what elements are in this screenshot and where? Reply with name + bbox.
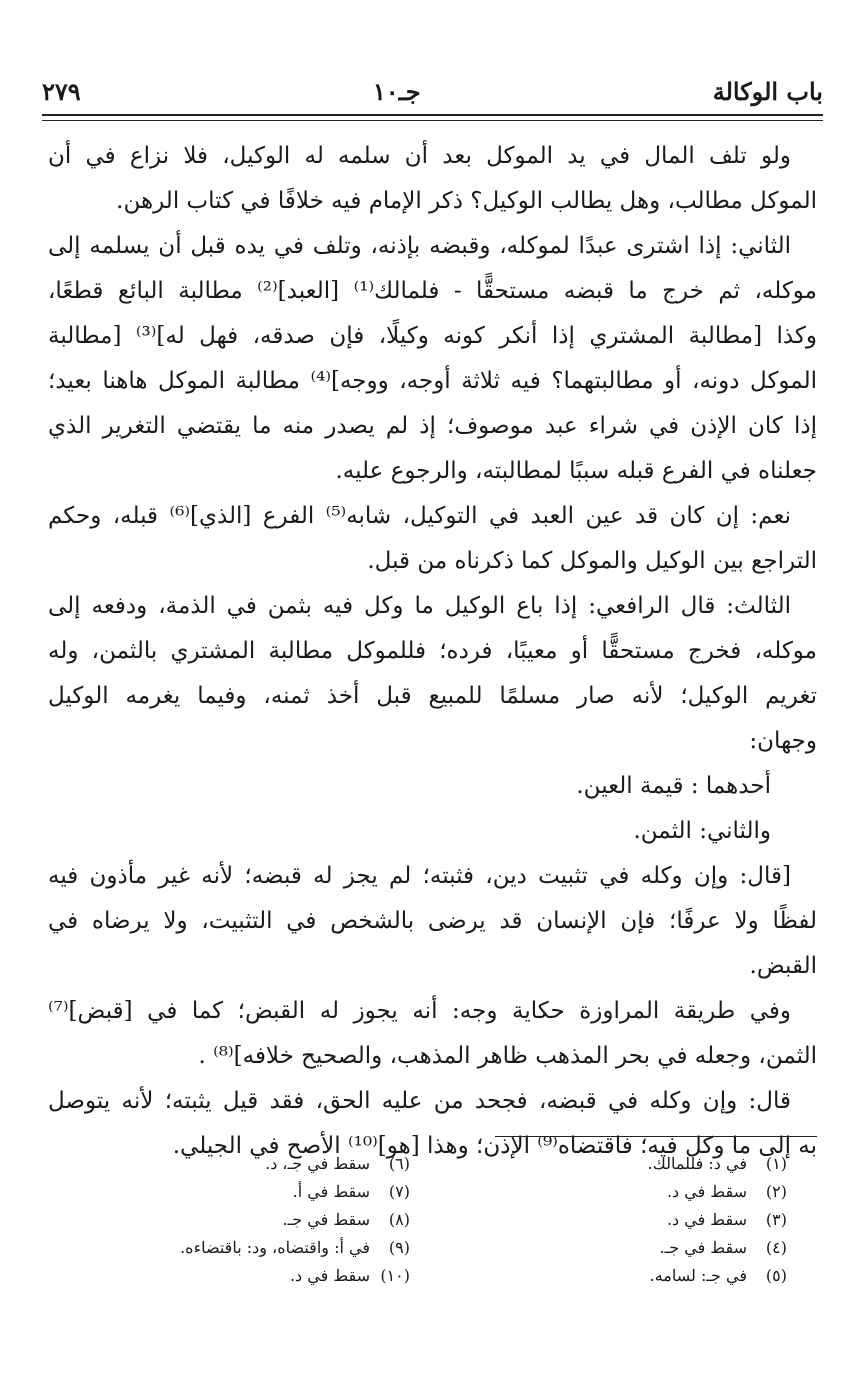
footnote-text: سقط في د. [666, 1210, 747, 1229]
text-line: موكله، ثم خرج ما قبضه مستحقًّا - فلمالك⁽¹⁾ [العبد]⁽²⁾ مطالبة البائع قطعًا، [48, 278, 817, 304]
footnote-text: في د: فللمالك. [647, 1154, 747, 1173]
text-line: الموكل دونه، أو مطالبتهما؟ فيه ثلاثة أوجه، ووجه]⁽⁴⁾ مطالبة الموكل هاهنا بعيد؛ [48, 368, 817, 394]
footnote [150, 1234, 410, 1262]
page-header [42, 66, 823, 106]
chapter-title: باب الوكالة [712, 77, 823, 106]
text-line: لفظًا ولا عرفًا؛ فإن الإنسان قد يرضى بالشخص في التثبيت، ولا يرضاه في [48, 908, 817, 934]
footnote-number: (٦) [388, 1154, 410, 1173]
footnote-number: (٣) [765, 1210, 787, 1229]
text-line: الثالث: قال الرافعي: إذا باع الوكيل ما وكل فيه بثمن في الذمة، ودفعه إلى [48, 593, 791, 619]
text-line: الثمن، وجعله في بحر المذهب ظاهر المذهب، والصحيح خلافه]⁽⁸⁾ . [198, 1043, 817, 1069]
text-line: نعم: إن كان قد عين العبد في التوكيل، شابه⁽⁵⁾ الفرع [الذي]⁽⁶⁾ قبله، وحكم [48, 503, 791, 529]
page-number: ٢٧٩ [42, 77, 81, 106]
text-line: وكذا [مطالبة المشتري إذا أنكر كونه وكيلًا، فإن صدقه، فهل له]⁽³⁾ [مطالبة [48, 323, 817, 349]
footnote-number: (٢) [765, 1182, 787, 1201]
footnote-number: (٤) [765, 1238, 787, 1257]
footnote [150, 1206, 410, 1234]
volume-part: جـ١٠ [372, 77, 421, 106]
footnote-text: في أ: واقتضاه، ود: باقتضاءه. [180, 1238, 370, 1257]
footnote-number: (٨) [388, 1210, 410, 1229]
footnote-text: سقط في د. [289, 1266, 370, 1285]
text-line: [قال: وإن وكله في تثبيت دين، فثبته؛ لم يجز له قبضه؛ لأنه غير مأذون فيه [48, 863, 791, 889]
text-line: وجهان: [749, 728, 817, 754]
footnote [150, 1178, 410, 1206]
footnotes-right-column [527, 1150, 787, 1290]
footnote [527, 1150, 787, 1178]
footnote-number: (٩) [388, 1238, 410, 1257]
text-line: قال: وإن وكله في قبضه، فجحد من عليه الحق، فقد قيل يثبته؛ لأنه يتوصل [48, 1088, 791, 1114]
footnote [150, 1150, 410, 1178]
footnote-number: (٥) [765, 1266, 787, 1285]
text-line: إذا كان الإذن في شراء عبد موصوف؛ إذ لم يصدر منه ما يقتضي التغرير الذي [48, 413, 817, 439]
text-line: والثاني: الثمن. [633, 818, 771, 844]
footnote-text: سقط في جـ. [659, 1238, 747, 1257]
text-line: الثاني: إذا اشترى عبدًا لموكله، وقبضه بإذنه، وتلف في يده قبل أن يسلمه إلى [48, 233, 791, 259]
footnote-number: (١) [765, 1154, 787, 1173]
text-line: به إلى ما وكل فيه؛ فاقتضاه⁽⁹⁾ الإذن؛ وهذا [هو]⁽¹⁰⁾ الأصح في الجيلي. [172, 1133, 817, 1159]
footnote-number: (٧) [388, 1182, 410, 1201]
footnotes [150, 1150, 787, 1290]
text-line: جعلناه في الفرع قبله سببًا لمطالبته، والرجوع عليه. [335, 458, 817, 484]
footnote-text: سقط في جـ، د. [265, 1154, 370, 1173]
text-line: القبض. [749, 953, 817, 979]
text-line: وفي طريقة المراوزة حكاية وجه: أنه يجوز له القبض؛ كما في [قبض]⁽⁷⁾ [48, 998, 791, 1024]
text-line: تغريم الوكيل؛ لأنه صار مسلمًا للمبيع قبل أخذ ثمنه، وفيما يغرمه الوكيل [48, 683, 817, 709]
footnote [527, 1262, 787, 1290]
text-line: الموكل مطالب، وهل يطالب الوكيل؟ ذكر الإمام فيه خلافًا في كتاب الرهن. [116, 188, 817, 214]
text-line: التراجع بين الوكيل والموكل كما ذكرناه من قبل. [367, 548, 817, 574]
text-line: أحدهما : قيمة العين. [576, 773, 771, 799]
footnote-text: في جـ: لسامه. [649, 1266, 747, 1285]
footnote [527, 1234, 787, 1262]
header-rule-thin [42, 120, 823, 121]
header-rule-thick [42, 114, 823, 116]
main-text [48, 134, 817, 1169]
text-line: موكله، فخرج مستحقًّا أو معيبًا، فرده؛ فللموكل مطالبة المشتري بالثمن، وله [48, 638, 817, 664]
footnote [150, 1262, 410, 1290]
footnote-text: سقط في أ. [292, 1182, 370, 1201]
footnote-text: سقط في جـ. [282, 1210, 370, 1229]
footnote-number: (١٠) [380, 1266, 410, 1285]
footnotes-left-column [150, 1150, 410, 1290]
footnote-text: سقط في د. [666, 1182, 747, 1201]
text-line: ولو تلف المال في يد الموكل بعد أن سلمه له الوكيل، فلا نزاع في أن [48, 143, 791, 169]
footnote-separator [495, 1136, 817, 1137]
footnote [527, 1178, 787, 1206]
footnote [527, 1206, 787, 1234]
